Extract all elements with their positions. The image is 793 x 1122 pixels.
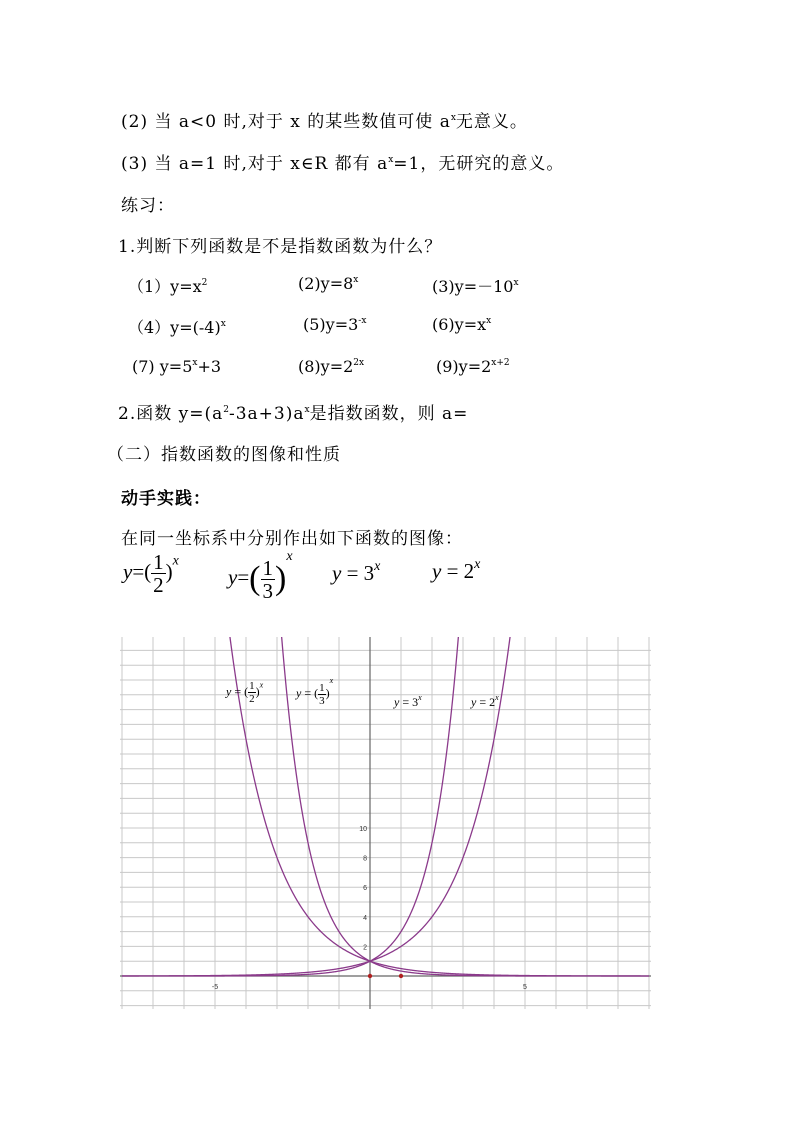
axes	[120, 637, 651, 1009]
question-1: 1.判断下列函数是不是指数函数为什么？	[118, 237, 443, 257]
exercise-2: $(2)y=8^x$	[298, 274, 359, 293]
label-three: $y = 3^x$	[394, 693, 422, 709]
practice-heading: 练习：	[121, 196, 175, 216]
hands-on-heading: 动手实践：	[121, 489, 211, 509]
y-tick-label: 4	[363, 914, 367, 922]
line-a-equals-one: (3) 当 a=1 时,对于 x∈R 都有 $a^x=1$，无研究的意义。	[121, 154, 565, 174]
formula-three: y = 3$^x$	[332, 559, 381, 585]
y-tick-label: 10	[359, 826, 367, 833]
exercise-8: $(8)y=2^{2x}$	[298, 357, 365, 376]
formula-third: y=( $\frac{1}{3}$ )$^x$	[228, 549, 293, 603]
x-tick-label: 5	[523, 984, 527, 991]
section-title: （二）指数函数的图像和性质	[107, 445, 341, 465]
exponential-graph	[120, 637, 651, 1009]
formula-half: y=( $\frac{1}{2}$ )$^x$	[123, 550, 179, 597]
exercise-5: $(5)y=3^{-x}$	[303, 315, 367, 334]
y-tick-label: 8	[363, 855, 367, 863]
curves	[122, 637, 649, 976]
point-marker	[399, 974, 403, 978]
curve-y=3^x	[122, 637, 459, 976]
x-tick-label: -5	[211, 984, 219, 991]
exercise-4: $(4)y=(-4)^x$	[128, 318, 226, 337]
exercise-7: (7) $y=5^x+3$	[132, 357, 222, 376]
exercise-6: $(6)y=x^x$	[432, 315, 492, 334]
exercise-1: $(1)y=x^2$	[128, 277, 208, 296]
y-tick-label: 2	[363, 944, 367, 952]
instruction-line: 在同一坐标系中分别作出如下函数的图像：	[121, 529, 463, 549]
label-third: y = ( $\frac{1}{3}$ )$^x$	[296, 676, 334, 707]
y-tick-label: 6	[363, 885, 367, 893]
point-marker	[368, 974, 372, 978]
label-half: y = ( $\frac{1}{2}$ )$^x$	[226, 680, 264, 705]
label-two: $y = 2^x$	[471, 693, 499, 709]
line-a-less-than-zero: (2) 当 a<0 时,对于 x 的某些数值可使 $a^x$无意义。	[121, 112, 528, 132]
exercise-9: $(9)y=2^{x+2}$	[436, 357, 510, 376]
exercise-3: $(3)y=-10^x$	[432, 277, 519, 296]
question-2: 2.函数 $y=(a^2-3a+3)a^x$是指数函数，则 a=	[118, 404, 469, 424]
formula-two: y = 2$^x$	[432, 557, 481, 583]
grid-lines	[120, 637, 651, 1009]
curve-y=(1/3)^x	[281, 637, 649, 976]
